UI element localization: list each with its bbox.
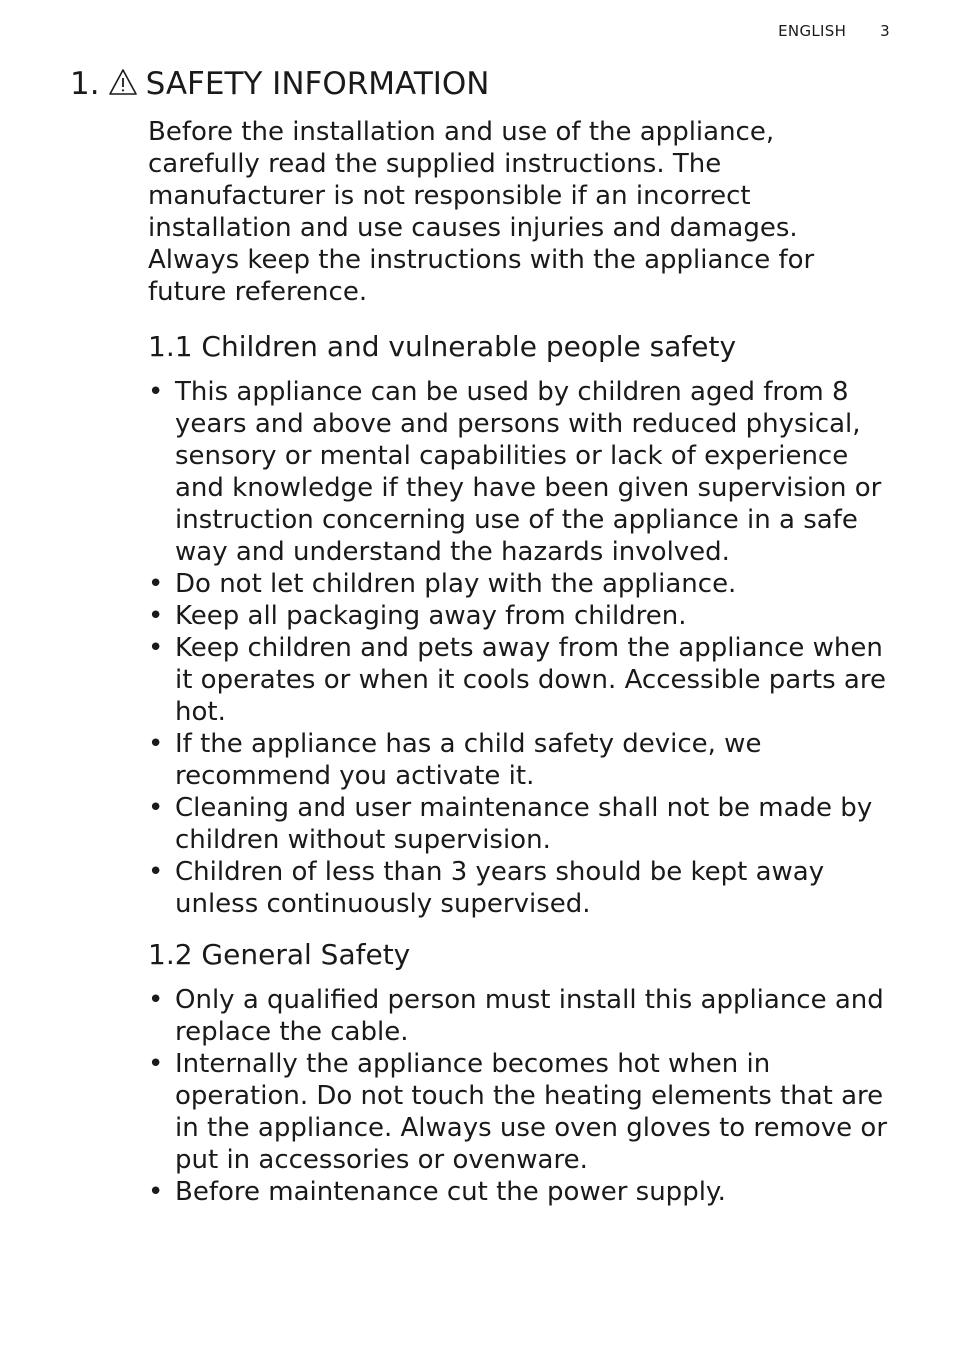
warning-triangle-icon [108,68,138,96]
section-title-children-safety: 1.1 Children and vulnerable people safety [148,330,737,363]
list-item: • Only a qualified person must install this appliance and replace the cable. [148,985,884,1047]
list-item: • Before maintenance cut the power supply. [148,1177,726,1207]
chapter-heading-text: SAFETY INFORMATION [145,66,490,102]
children-safety-list [148,376,893,920]
list-item: • Keep all packaging away from children. [148,601,687,631]
list-item: • Children of less than 3 years should be kept away unless continuously supervised. [148,857,825,919]
general-safety-list [148,984,893,1208]
section-title-general-safety: 1.2 General Safety [148,938,411,971]
chapter-title [70,66,490,102]
page-number: 3 [880,22,890,40]
page-header [778,22,890,40]
intro-paragraph: Before the installation and use of the appliance, carefully read the supplied instructions. The manufacturer is not responsible if an incorrect installation and use causes injuries and damages. Always keep the instructions with the appliance for future reference. [148,117,815,307]
main-content [148,116,893,1226]
list-item: • Do not let children play with the appliance. [148,569,737,599]
list-item: • Cleaning and user maintenance shall not be made by children without supervision. [148,793,873,855]
list-item: • Keep children and pets away from the appliance when it operates or when it cools down. Accessible parts are hot. [148,633,886,727]
header-language: ENGLISH [778,22,847,40]
list-item: • Internally the appliance becomes hot when in operation. Do not touch the heating elements that are in the appliance. Always use oven gloves to remove or put in accessories or ovenware. [148,1049,888,1175]
chapter-number: 1. [70,66,100,102]
list-item: • This appliance can be used by children aged from 8 years and above and persons with reduced physical, sensory or mental capabilities or lack of experience and knowledge if they have been given supervision or instruction concerning use of the appliance in a safe way and understand the hazards involved. [148,377,882,567]
list-item: • If the appliance has a child safety device, we recommend you activate it. [148,729,762,791]
